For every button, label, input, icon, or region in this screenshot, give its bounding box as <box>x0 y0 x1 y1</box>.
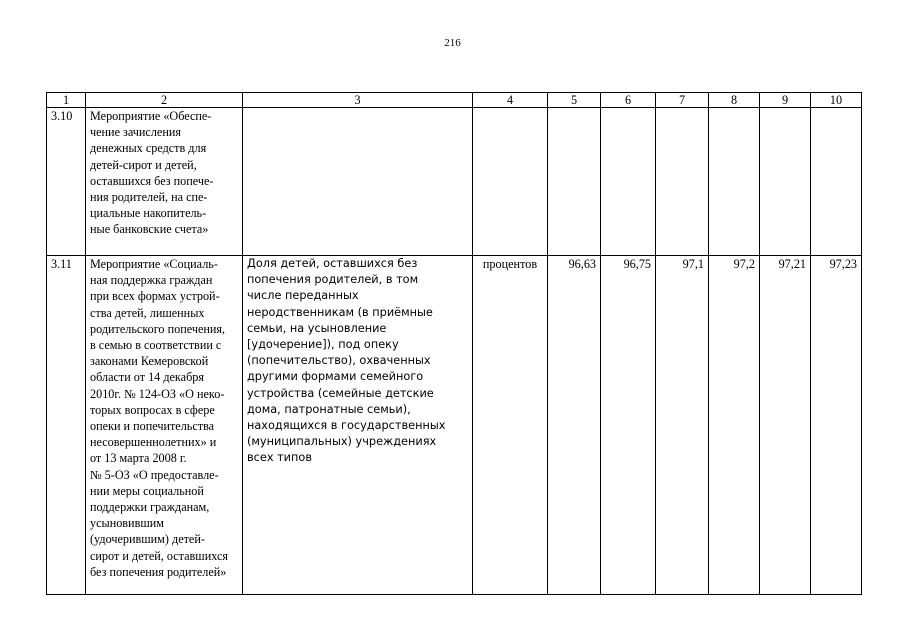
value-cell: 97,2 <box>709 256 760 595</box>
value-cell: 96,63 <box>548 256 601 595</box>
column-number: 9 <box>760 93 811 108</box>
value-cell: 96,75 <box>601 256 656 595</box>
column-number-row <box>47 93 862 108</box>
table-row-3-11 <box>47 256 862 595</box>
page-number: 216 <box>444 37 461 49</box>
column-number: 8 <box>709 93 760 108</box>
unit-cell <box>473 108 548 256</box>
indicators-table <box>46 92 862 595</box>
value-cell <box>760 108 811 256</box>
value-cell <box>601 108 656 256</box>
value-cell <box>656 108 709 256</box>
activity-cell: Мероприятие «Обеспе- чение зачисления денежных средств для детей-сирот и детей, оставшихся без попече- ния родителей, на спе- циальные накопитель- ные банковские счета» <box>86 108 243 256</box>
unit-cell: процентов <box>473 256 548 595</box>
column-number: 4 <box>473 93 548 108</box>
column-number: 1 <box>47 93 86 108</box>
column-number: 5 <box>548 93 601 108</box>
column-number: 10 <box>811 93 862 108</box>
row-number: 3.10 <box>47 108 86 256</box>
indicator-cell: Доля детей, оставшихся без попечения родителей, в том числе переданных неродственникам (в приёмные семьи, на усыновление [удочерение]), под опеку (попечительство), охваченных другими формами семейного устройства (семейные детские дома, патронатные семьи), находящихся в государственных (муниципальных) учреждениях всех типов <box>243 256 473 595</box>
column-number: 3 <box>243 93 473 108</box>
indicator-cell <box>243 108 473 256</box>
column-number: 7 <box>656 93 709 108</box>
value-cell: 97,23 <box>811 256 862 595</box>
value-cell <box>548 108 601 256</box>
column-number: 2 <box>86 93 243 108</box>
value-cell <box>811 108 862 256</box>
column-number: 6 <box>601 93 656 108</box>
row-number: 3.11 <box>47 256 86 595</box>
table-row-3-10 <box>47 108 862 256</box>
value-cell: 97,1 <box>656 256 709 595</box>
activity-cell: Мероприятие «Социаль- ная поддержка граждан при всех формах устрой- ства детей, лишенных родительского попечения, в семью в соответствии с законами Кемеровской области от 14 декабря 2010г. № 124-ОЗ «О неко- торых вопросах в сфере опеки и попечительства несовершеннолетних» и от 13 марта 2008 г. № 5-ОЗ «О предоставле- нии меры социальной поддержки гражданам, усыновившим (удочерившим) детей- сирот и детей, оставшихся без попечения родителей» <box>86 256 243 595</box>
value-cell: 97,21 <box>760 256 811 595</box>
value-cell <box>709 108 760 256</box>
